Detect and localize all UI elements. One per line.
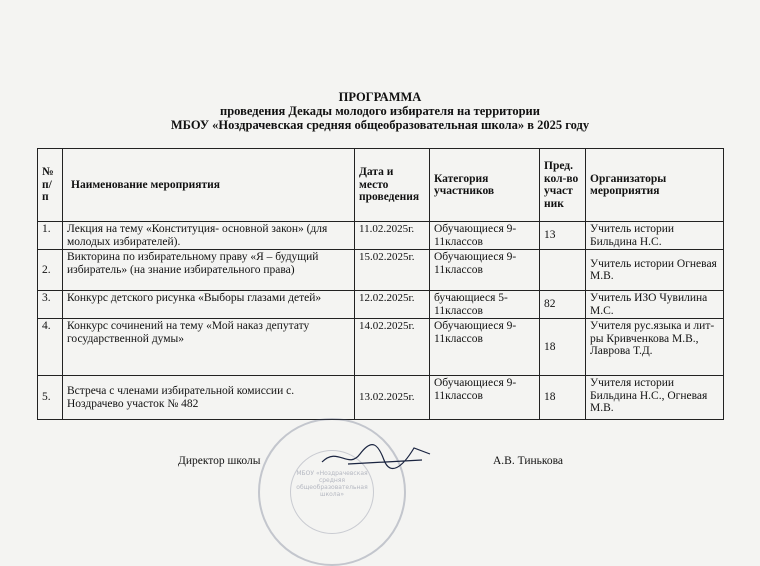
cell-organizers: Учитель истории Огневая М.В.: [586, 250, 724, 291]
header-date: Дата и место проведения: [355, 149, 430, 222]
cell-count: [540, 250, 586, 291]
table-header-row: [38, 149, 724, 222]
cell-name: Конкурс детского рисунка «Выборы глазами детей»: [63, 291, 355, 319]
table-row: [38, 319, 724, 376]
cell-category: Обучающиеся 9-11классов: [430, 376, 540, 420]
cell-date: 12.02.2025г.: [355, 291, 430, 319]
table-row: [38, 376, 724, 420]
cell-organizers: Учителя истории Бильдина Н.С., Огневая М.В.: [586, 376, 724, 420]
cell-num: 1.: [38, 222, 63, 250]
header-num: № п/п: [38, 149, 63, 222]
cell-category: Обучающиеся 9-11классов: [430, 250, 540, 291]
cell-date: 14.02.2025г.: [355, 319, 430, 376]
cell-count: 82: [540, 291, 586, 319]
header-category: Категория участников: [430, 149, 540, 222]
cell-num: 3.: [38, 291, 63, 319]
header-count: Пред. кол-во участ ник: [540, 149, 586, 222]
cell-name: Конкурс сочинений на тему «Мой наказ депутату государственной думы»: [63, 319, 355, 376]
header-name: Наименование мероприятия: [63, 149, 355, 222]
cell-count: 18: [540, 319, 586, 376]
cell-category: Обучающиеся 9-11классов: [430, 222, 540, 250]
cell-count: 13: [540, 222, 586, 250]
cell-category: Обучающиеся 9-11классов: [430, 319, 540, 376]
cell-organizers: Учитель истории Бильдина Н.С.: [586, 222, 724, 250]
table-row: [38, 250, 724, 291]
cell-num: 2.: [38, 250, 63, 291]
header-organizers: Организаторы мероприятия: [586, 149, 724, 222]
cell-organizers: Учителя рус.языка и лит-ры Кривченкова М.В., Лаврова Т.Д.: [586, 319, 724, 376]
director-signature: [318, 440, 438, 474]
school-stamp-text: МБОУ «Ноздрачевская средняя общеобразовательная школа»: [296, 470, 368, 498]
table-row: [38, 222, 724, 250]
cell-category: бучающиеся 5-11классов: [430, 291, 540, 319]
table-row: [38, 291, 724, 319]
cell-name: Викторина по избирательному праву «Я – будущий избиратель» (на знание избирательного права): [63, 250, 355, 291]
document-subtitle: проведения Декады молодого избирателя на территории: [220, 104, 540, 118]
signature-role: Директор школы: [178, 455, 261, 467]
cell-name: Лекция на тему «Конституция- основной закон» (для молодых избирателей).: [63, 222, 355, 250]
program-table: [37, 148, 724, 420]
cell-count: 18: [540, 376, 586, 420]
cell-name: Встреча с членами избирательной комиссии с. Ноздрачево участок № 482: [63, 376, 355, 420]
document-subtitle-school: МБОУ «Ноздрачевская средняя общеобразовательная школа» в 2025 году: [170, 118, 590, 132]
cell-num: 5.: [38, 376, 63, 420]
cell-num: 4.: [38, 319, 63, 376]
cell-date: 13.02.2025г.: [355, 376, 430, 420]
document-title: ПРОГРАММА: [338, 90, 422, 104]
cell-date: 15.02.2025г.: [355, 250, 430, 291]
cell-organizers: Учитель ИЗО Чувилина М.С.: [586, 291, 724, 319]
signature-name: А.В. Тинькова: [493, 455, 564, 467]
cell-date: 11.02.2025г.: [355, 222, 430, 250]
